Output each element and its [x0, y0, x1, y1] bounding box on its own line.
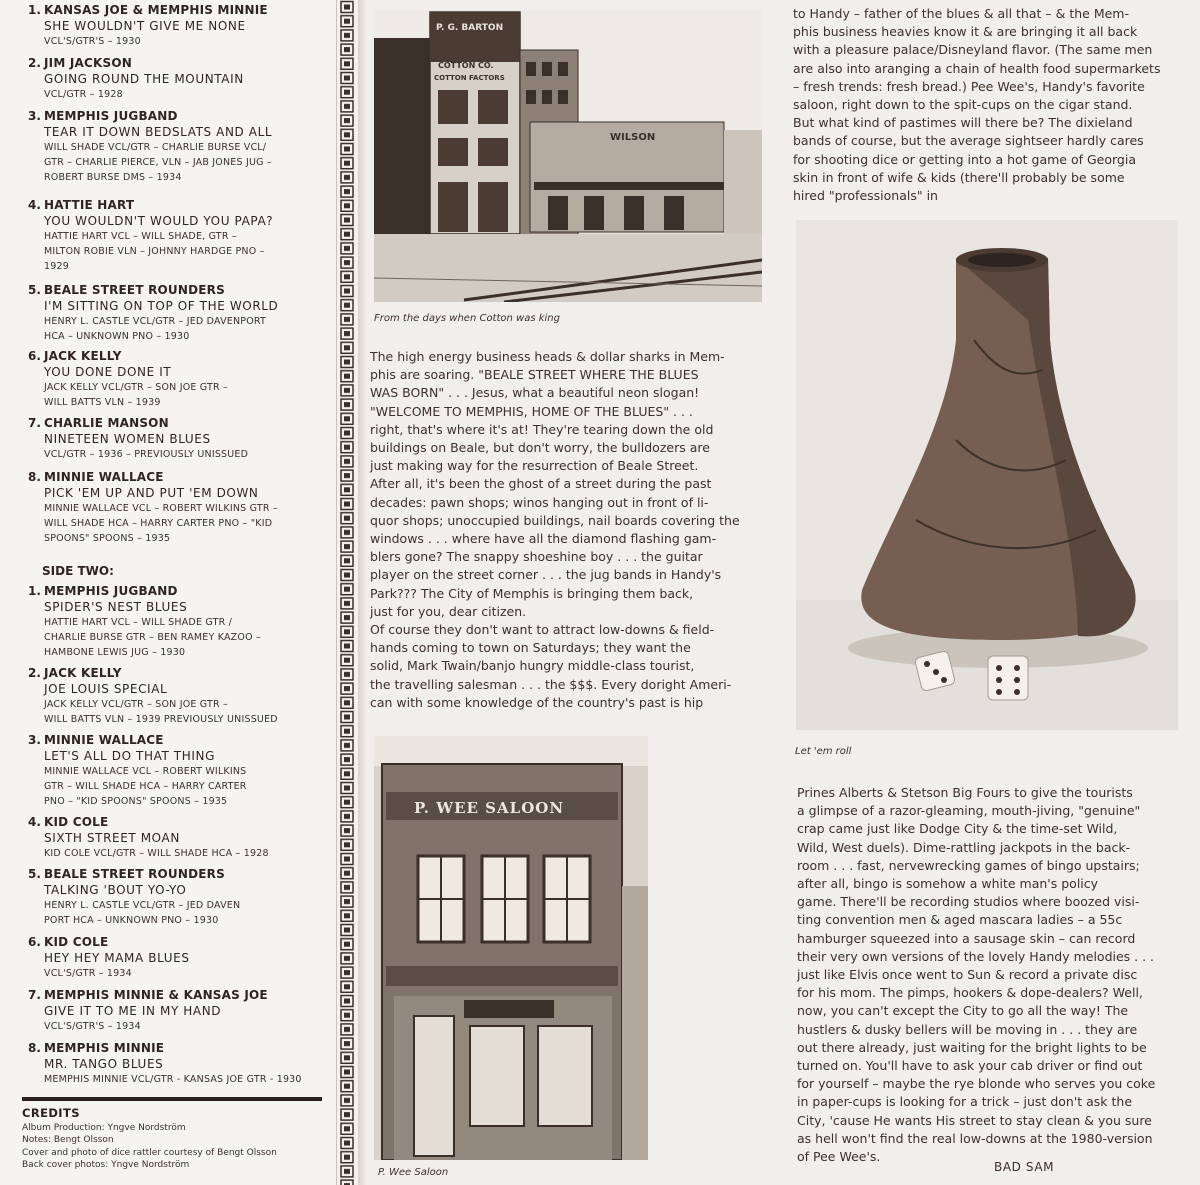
track-personnel: MINNIE WALLACE VCL – ROBERT WILKINS: [44, 766, 247, 777]
article-line: ting convention men & aged mascara ladies – a 55c: [797, 912, 1123, 928]
track-song-title: YOU DONE DONE IT: [44, 365, 172, 379]
article-line: quor shops; unoccupied buildings, nail boards covering the: [370, 512, 740, 528]
track-number: 8.: [28, 1041, 41, 1055]
saloon-sign: P. WEE SALOON: [414, 799, 565, 817]
article-line: Park??? The City of Memphis is bringing them back,: [370, 585, 694, 601]
article-line: blers gone? The snappy shoeshine boy . . . the guitar: [370, 549, 703, 565]
track-artist: MEMPHIS JUGBAND: [44, 109, 178, 123]
track-entry: [28, 283, 334, 344]
track-number: 6.: [28, 349, 41, 363]
article-line: crap came just like Dodge City & the time-set Wild,: [797, 821, 1118, 837]
track-personnel: WILL SHADE VCL/GTR – CHARLIE BURSE VCL/: [44, 142, 267, 153]
track-header: [28, 56, 334, 72]
track-header: [28, 416, 334, 432]
track-artist: JIM JACKSON: [44, 56, 132, 70]
sign-barton: P. G. BARTON: [436, 23, 504, 33]
article-line: hired "professionals" in: [793, 188, 938, 204]
article-line: room . . . fast, nervewrecking games of bingo upstairs;: [797, 857, 1140, 873]
track-song-title: JOE LOUIS SPECIAL: [44, 682, 168, 696]
track-personnel: VCL'S/GTR – 1934: [44, 968, 132, 979]
track-personnel: WILL BATTS VLN – 1939 PREVIOUSLY UNISSUED: [44, 714, 278, 725]
track-personnel: HENRY L. CASTLE VCL/GTR – JED DAVEN: [44, 900, 241, 911]
track-number: 2.: [28, 666, 41, 680]
article-line: just making way for the resurrection of Beale Street.: [370, 458, 699, 474]
track-personnel: CHARLIE BURSE GTR – BEN RAMEY KAZOO –: [44, 632, 261, 643]
track-header: [28, 198, 334, 214]
track-entry: [28, 666, 334, 727]
track-personnel: MINNIE WALLACE VCL – ROBERT WILKINS GTR –: [44, 503, 278, 514]
track-personnel: JACK KELLY VCL/GTR – SON JOE GTR –: [44, 699, 229, 710]
track-artist: HATTIE HART: [44, 198, 135, 212]
track-song-title: SIXTH STREET MOAN: [44, 831, 180, 845]
track-header: [28, 109, 334, 125]
track-artist: MEMPHIS JUGBAND: [44, 584, 178, 598]
track-personnel: VCL/GTR – 1936 – PREVIOUSLY UNISSUED: [44, 449, 249, 460]
track-artist: MEMPHIS MINNIE: [44, 1041, 165, 1055]
track-number: 3.: [28, 109, 41, 123]
credits-line: Cover and photo of dice rattler courtesy of Bengt Olsson: [22, 1147, 277, 1158]
track-song-title: LET'S ALL DO THAT THING: [44, 749, 215, 763]
track-entry: [28, 584, 334, 660]
track-song-title: GIVE IT TO ME IN MY HAND: [44, 1004, 222, 1018]
track-song-title: HEY HEY MAMA BLUES: [44, 951, 190, 965]
track-entry: [28, 109, 334, 185]
track-personnel: HATTIE HART VCL – WILL SHADE GTR /: [44, 617, 233, 628]
article-line: are also into aranging a chain of health food supermarkets: [793, 60, 1161, 76]
track-number: 5.: [28, 867, 41, 881]
track-song-title: SHE WOULDN'T GIVE ME NONE: [44, 19, 246, 33]
article-line: the travelling salesman . . . the $$$. Every doright Ameri-: [370, 676, 732, 692]
article-line: for shooting dice or getting into a hot game of Georgia: [793, 151, 1136, 167]
credits-title: CREDITS: [22, 1106, 80, 1120]
credits-line: Notes: Bengt Olsson: [22, 1135, 114, 1146]
article-line: after all, bingo is somehow a white man's policy: [797, 876, 1099, 892]
article-line: solid, Mark Twain/banjo hungry middle-class tourist,: [370, 658, 695, 674]
track-personnel: GTR – WILL SHADE HCA – HARRY CARTER: [44, 781, 247, 792]
track-entry: [28, 349, 334, 410]
track-personnel: 1929: [44, 261, 69, 272]
track-song-title: I'M SITTING ON TOP OF THE WORLD: [44, 299, 279, 313]
article-line: Of course they don't want to attract low-downs & field-: [370, 622, 715, 638]
track-personnel: SPOONS" SPOONS – 1935: [44, 533, 171, 544]
article-line: player on the street corner . . . the jug bands in Handy's: [370, 567, 722, 583]
track-number: 8.: [28, 470, 41, 484]
track-song-title: SPIDER'S NEST BLUES: [44, 600, 188, 614]
track-personnel: JACK KELLY VCL/GTR – SON JOE GTR –: [44, 382, 229, 393]
track-number: 2.: [28, 56, 41, 70]
track-artist: CHARLIE MANSON: [44, 416, 169, 430]
track-number: 4.: [28, 815, 41, 829]
track-number: 1.: [28, 3, 41, 17]
track-number: 7.: [28, 416, 41, 430]
track-header: [28, 988, 334, 1004]
track-personnel: VCL/GTR – 1928: [44, 89, 123, 100]
track-personnel: HCA – UNKNOWN PNO – 1930: [44, 331, 190, 342]
track-artist: BEALE STREET ROUNDERS: [44, 867, 225, 881]
track-song-title: YOU WOULDN'T WOULD YOU PAPA?: [44, 214, 274, 228]
sign-wilson: WILSON: [610, 132, 656, 143]
track-personnel: PNO – "KID SPOONS" SPOONS – 1935: [44, 796, 228, 807]
article-line: to Handy – father of the blues & all that – & the Mem-: [793, 6, 1129, 21]
track-header: [28, 1041, 334, 1057]
track-number: 1.: [28, 584, 41, 598]
side-two-heading: SIDE TWO:: [42, 564, 114, 578]
article-line: But what kind of pastimes will there be? The dixieland: [793, 115, 1133, 131]
article-line: just for you, dear citizen.: [370, 603, 527, 619]
article-line: skin in front of wife & kids (there'll probably be some: [793, 169, 1125, 185]
article-line: Prines Alberts & Stetson Big Fours to give the tourists: [797, 785, 1133, 800]
track-personnel: HENRY L. CASTLE VCL/GTR – JED DAVENPORT: [44, 316, 267, 327]
track-personnel: KID COLE VCL/GTR – WILL SHADE HCA – 1928: [44, 848, 269, 859]
spine-border: [336, 0, 358, 1185]
saloon-photo-caption: P. Wee Saloon: [378, 1167, 449, 1178]
track-header: [28, 733, 334, 749]
track-personnel: WILL BATTS VLN – 1939: [44, 397, 161, 408]
track-personnel: MEMPHIS MINNIE VCL/GTR - KANSAS JOE GTR - 1930: [44, 1074, 302, 1085]
credits-line: Back cover photos: Yngve Nordström: [22, 1160, 190, 1171]
track-number: 5.: [28, 283, 41, 297]
page-gutter: [358, 0, 366, 1185]
track-header: [28, 349, 334, 365]
article-line: in paper-cups is looking for a trick – just don't ask the: [797, 1094, 1133, 1110]
article-line: with a pleasure palace/Disneyland flavor. (The same men: [793, 42, 1153, 58]
spine-pattern: [340, 0, 354, 1185]
article-line: The high energy business heads & dollar sharks in Mem-: [370, 349, 725, 364]
article-line: "WELCOME TO MEMPHIS, HOME OF THE BLUES" . . .: [370, 403, 693, 419]
article-line: WAS BORN" . . . Jesus, what a beautiful neon slogan!: [370, 385, 700, 401]
track-artist: BEALE STREET ROUNDERS: [44, 283, 225, 297]
track-song-title: NINETEEN WOMEN BLUES: [44, 432, 211, 446]
track-header: [28, 815, 334, 831]
article-line: buildings on Beale, but don't worry, the bulldozers are: [370, 440, 710, 456]
article-column-2-top: [793, 5, 1160, 205]
track-entry: [28, 867, 334, 928]
track-artist: KANSAS JOE & MEMPHIS MINNIE: [44, 3, 268, 17]
track-personnel: HATTIE HART VCL – WILL SHADE, GTR –: [44, 231, 237, 242]
article-line: out there already, just waiting for the bright lights to be: [797, 1039, 1147, 1055]
article-column-1: [370, 348, 740, 712]
track-number: 4.: [28, 198, 41, 212]
article-line: as hell won't find the real low-downs at the 1980-version: [797, 1130, 1153, 1146]
article-line: bands of course, but the average sightseer hardly cares: [793, 133, 1144, 149]
track-personnel: GTR – CHARLIE PIERCE, VLN – JAB JONES JUG –: [44, 157, 272, 168]
track-artist: MEMPHIS MINNIE & KANSAS JOE: [44, 988, 268, 1002]
credits-line: Album Production: Yngve Nordström: [22, 1123, 186, 1133]
track-song-title: TALKING 'BOUT YO-YO: [44, 883, 187, 897]
track-entry: [28, 988, 334, 1034]
track-artist: JACK KELLY: [44, 666, 122, 680]
article-line: hustlers & dusky bellers will be moving in . . . they are: [797, 1021, 1138, 1037]
track-song-title: PICK 'EM UP AND PUT 'EM DOWN: [44, 486, 259, 500]
track-number: 3.: [28, 733, 41, 747]
saloon-photo: [374, 736, 648, 1160]
track-personnel: HAMBONE LEWIS JUG – 1930: [44, 647, 186, 658]
track-artist: JACK KELLY: [44, 349, 122, 363]
article-line: their very own versions of the lovely Handy melodies . . .: [797, 948, 1155, 964]
article-line: can with some knowledge of the country's past is hip: [370, 694, 704, 710]
dice-rattler-photo: [796, 220, 1178, 730]
article-line: hands coming to town on Saturdays; they want the: [370, 640, 691, 656]
article-line: of Pee Wee's.: [797, 1149, 881, 1165]
track-personnel: PORT HCA – UNKNOWN PNO – 1930: [44, 915, 219, 926]
author-signature: BAD SAM: [994, 1160, 1055, 1174]
article-column-2-bottom: [797, 784, 1155, 1166]
track-number: 6.: [28, 935, 41, 949]
article-line: saloon, right down to the spit-cups on the cigar stand.: [793, 97, 1133, 113]
track-song-title: TEAR IT DOWN BEDSLATS AND ALL: [44, 125, 273, 139]
track-header: [28, 584, 334, 600]
track-number: 7.: [28, 988, 41, 1002]
sign-cotton-co: COTTON CO.: [438, 61, 494, 70]
article-line: decades: pawn shops; winos hanging out in front of li-: [370, 494, 709, 510]
track-entry: [28, 3, 334, 49]
cotton-photo-caption: From the days when Cotton was king: [374, 313, 560, 324]
article-line: City, 'cause He wants His street to stay clean & you sure: [797, 1112, 1152, 1128]
track-header: [28, 3, 334, 19]
track-entry: [28, 1041, 334, 1087]
track-entry: [28, 198, 334, 274]
article-line: phis business heavies know it & are bringing it all back: [793, 24, 1138, 40]
track-song-title: MR. TANGO BLUES: [44, 1057, 164, 1071]
track-entry: [28, 416, 334, 462]
track-personnel: ROBERT BURSE DMS – 1934: [44, 172, 182, 183]
tracklist-panel: [0, 0, 336, 1185]
sign-cotton-factors: COTTON FACTORS: [434, 74, 505, 82]
track-header: [28, 935, 334, 951]
track-personnel: MILTON ROBIE VLN – JOHNNY HARDGE PNO –: [44, 246, 265, 257]
track-entry: [28, 815, 334, 861]
article-line: After all, it's been the ghost of a street during the past: [370, 476, 712, 492]
article-line: windows . . . where have all the diamond flashing gam-: [370, 531, 717, 547]
article-line: just like Elvis once went to Sun & record a private disc: [797, 967, 1138, 983]
track-personnel: VCL'S/GTR'S – 1934: [44, 1021, 141, 1032]
article-line: for his mom. The pimps, hookers & dope-dealers? Well,: [797, 985, 1143, 1001]
article-line: hamburger squeezed into a sausage skin – can record: [797, 930, 1136, 946]
article-line: Wild, West duels). Dime-rattling jackpots in the back-: [797, 839, 1131, 855]
track-personnel: VCL'S/GTR'S – 1930: [44, 36, 141, 47]
cotton-factory-photo: [374, 10, 762, 302]
article-line: now, you can't except the City to go all the way! The: [797, 1003, 1129, 1019]
article-line: a glimpse of a razor-gleaming, mouth-jiving, "genuine": [797, 803, 1141, 819]
article-line: phis are soaring. "BEALE STREET WHERE THE BLUES: [370, 367, 699, 383]
track-entry: [28, 935, 334, 981]
track-artist: KID COLE: [44, 815, 109, 829]
article-line: turned on. You'll have to ask your cab driver or find out: [797, 1058, 1143, 1074]
track-entry: [28, 470, 334, 546]
track-header: [28, 283, 334, 299]
track-song-title: GOING ROUND THE MOUNTAIN: [44, 72, 244, 86]
article-line: game. There'll be recording studios where boozed visi-: [797, 894, 1140, 910]
track-entry: [28, 56, 334, 102]
article-line: for yourself – maybe the rye blonde who serves you coke: [797, 1076, 1156, 1092]
article-line: right, that's where it's at! They're tearing down the old: [370, 421, 714, 437]
credits-divider: [22, 1097, 322, 1101]
track-header: [28, 470, 334, 486]
track-header: [28, 867, 334, 883]
dice-photo-caption: Let 'em roll: [795, 746, 852, 757]
article-line: – fresh trends: fresh bread.) Pee Wee's, Handy's favorite: [793, 78, 1145, 94]
credits-block: [22, 1106, 332, 1172]
track-personnel: WILL SHADE HCA – HARRY CARTER PNO – "KID: [44, 518, 273, 529]
track-artist: MINNIE WALLACE: [44, 733, 164, 747]
track-artist: MINNIE WALLACE: [44, 470, 164, 484]
track-artist: KID COLE: [44, 935, 109, 949]
track-entry: [28, 733, 334, 809]
track-header: [28, 666, 334, 682]
